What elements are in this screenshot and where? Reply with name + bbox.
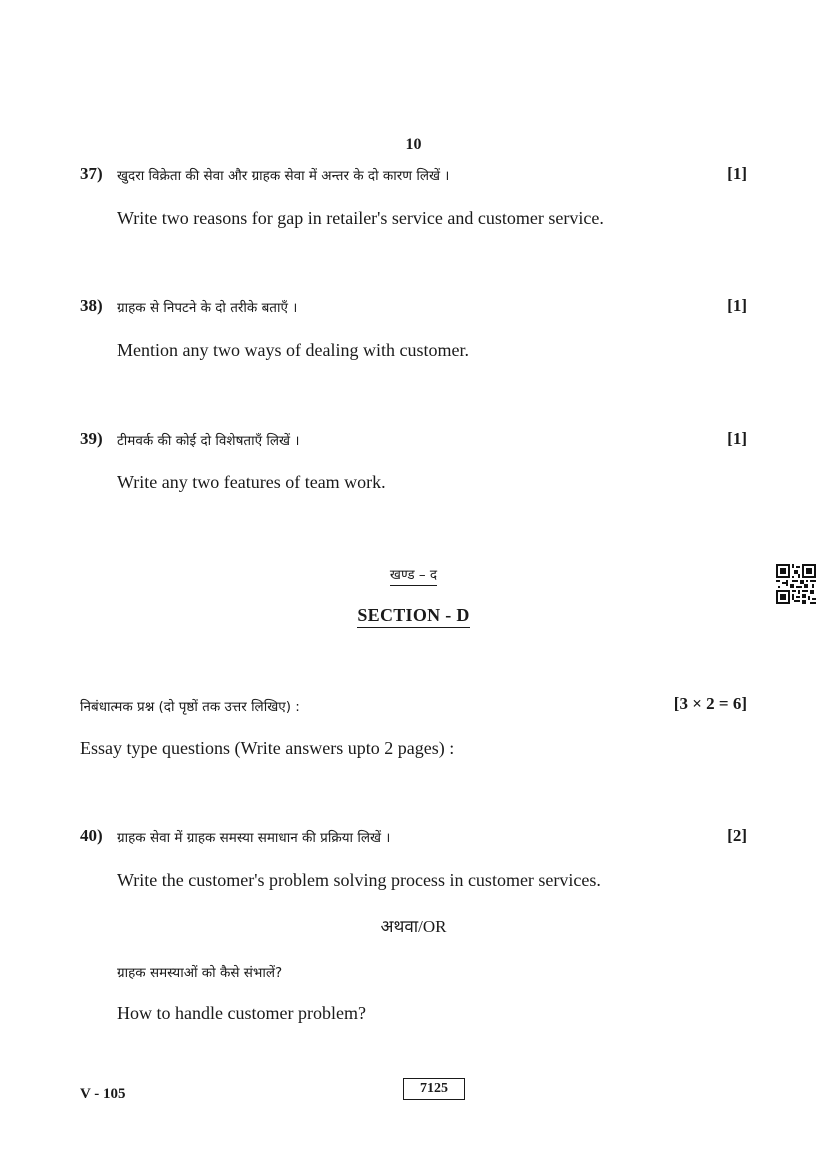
section-heading-english-wrap <box>0 605 827 626</box>
question-40-alt-hindi: ग्राहक समस्याओं को कैसे संभालें? <box>117 965 283 981</box>
question-37-hindi: खुदरा विक्रेता की सेवा और ग्राहक सेवा में अन्तर के दो कारण लिखें । <box>117 168 450 184</box>
subject-code: V - 105 <box>80 1086 126 1102</box>
question-39-marks: [1] <box>727 429 747 448</box>
or-separator: अथवा/OR <box>380 917 447 936</box>
question-40-marks: [2] <box>727 826 747 845</box>
question-40-english: Write the customer's problem solving process in customer services. <box>117 870 601 890</box>
question-38-marks: [1] <box>727 296 747 315</box>
qr-code-icon <box>776 564 816 604</box>
paper-code-box: 7125 <box>403 1078 465 1100</box>
question-38-hindi: ग्राहक से निपटने के दो तरीके बताएँ । <box>117 300 298 316</box>
section-heading-hindi: खण्ड – द <box>390 567 437 586</box>
section-heading-hindi-wrap <box>0 565 827 584</box>
question-38-english: Mention any two ways of dealing with customer. <box>117 340 469 360</box>
question-37-number: 37) <box>80 164 103 183</box>
question-39-number: 39) <box>80 429 103 448</box>
question-37-english: Write two reasons for gap in retailer's service and customer service. <box>117 208 604 228</box>
question-39-english: Write any two features of team work. <box>117 472 386 492</box>
page-number: 10 <box>405 136 422 153</box>
question-39-hindi: टीमवर्क की कोई दो विशेषताएँ लिखें । <box>117 433 300 449</box>
question-40-number: 40) <box>80 826 103 845</box>
question-37-marks: [1] <box>727 164 747 183</box>
instruction-marks: [3 × 2 = 6] <box>673 694 747 713</box>
question-40-hindi: ग्राहक सेवा में ग्राहक समस्या समाधान की प्रक्रिया लिखें । <box>117 830 391 846</box>
question-40-alt-english: How to handle customer problem? <box>117 1003 366 1023</box>
instruction-english: Essay type questions (Write answers upto 2 pages) : <box>80 738 455 758</box>
question-38-number: 38) <box>80 296 103 315</box>
instruction-hindi: निबंधात्मक प्रश्न (दो पृष्ठों तक उत्तर लिखिए) : <box>80 699 300 715</box>
section-heading-english: SECTION - D <box>357 605 469 628</box>
